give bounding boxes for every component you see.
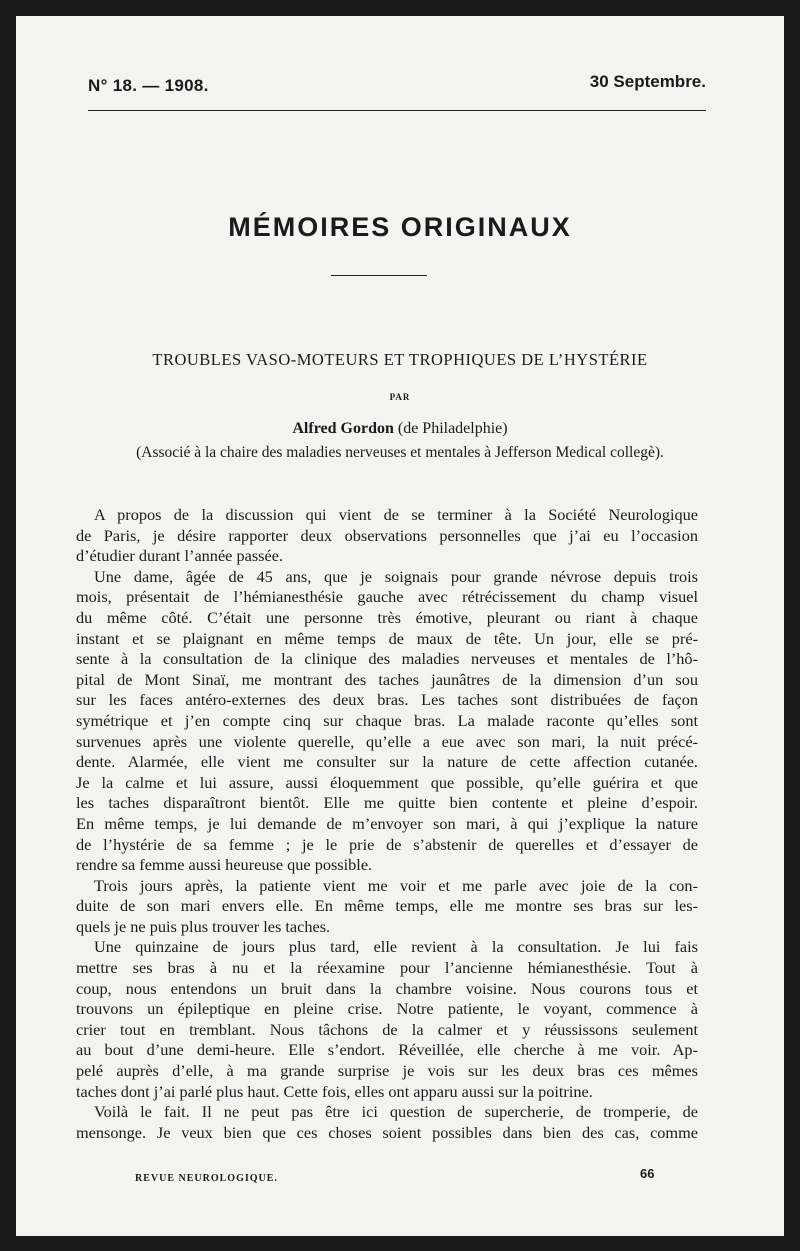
text-line: dente. Alarmée, elle vient me consulter sur la nature de cette affection cutanée. bbox=[76, 752, 698, 772]
running-head bbox=[88, 72, 706, 111]
page-number: 66 bbox=[640, 1166, 655, 1181]
text-line: d’étudier durant l’année passée. bbox=[76, 546, 284, 566]
text-line: symétrique et j’en compte cinq sur chaque bras. La malade raconte qu’elles sont bbox=[76, 710, 698, 730]
text-line: instant et se plaignant en même temps de maux de tête. Un jour, elle se pré- bbox=[76, 628, 698, 648]
text-line: Je la calme et lui assure, aussi éloquemment que possible, qu’elle guérira et que bbox=[76, 772, 698, 792]
article-title: TROUBLES VASO-MOTEURS ET TROPHIQUES DE L’HYSTÉRIE bbox=[152, 350, 648, 369]
text-line: A propos de la discussion qui vient de se terminer à la Société Neurologique bbox=[94, 505, 698, 524]
text-line: coup, nous entendons un bruit dans la chambre voisine. Nous courons tous et bbox=[76, 978, 698, 998]
article-body bbox=[76, 505, 698, 1143]
author-origin: (de Philadelphie) bbox=[397, 420, 508, 437]
text-line: rendre sa femme aussi heureuse que possible. bbox=[76, 855, 373, 875]
text-line: sente à la consultation de la clinique des maladies nerveuses et mentales de l’hô- bbox=[76, 649, 698, 669]
paragraph bbox=[76, 567, 698, 876]
footer-journal-name: REVUE NEUROLOGIQUE. bbox=[135, 1173, 278, 1184]
text-line: mettre ses bras à nu et la réexamine pour l’ancienne hémianesthésie. Tout à bbox=[76, 958, 698, 978]
text-line: mois, présentait de l’hémianesthésie gauche avec rétrécissement du champ visuel bbox=[76, 587, 698, 607]
paragraph bbox=[76, 1102, 698, 1143]
author-name: Alfred Gordon bbox=[292, 420, 394, 437]
issue-date: 30 Septembre. bbox=[589, 72, 706, 91]
text-line: En même temps, je lui demande de m’envoyer son mari, à qui j’explique la nature bbox=[76, 813, 698, 833]
text-line: Trois jours après, la patiente vient me voir et me parle avec joie de la con- bbox=[94, 875, 698, 895]
author-line bbox=[16, 420, 784, 438]
byline-par: PAR bbox=[389, 392, 411, 402]
author-affiliation: (Associé à la chaire des maladies nerveuses et mentales à Jefferson Medical collegè). bbox=[136, 444, 664, 461]
text-line: mensonge. Je veux bien que ces choses soient possibles dans bien des cas, comme bbox=[76, 1122, 698, 1142]
text-line: Une quinzaine de jours plus tard, elle revient à la consultation. Je lui fais bbox=[94, 937, 698, 957]
section-title: MÉMOIRES ORIGINAUX bbox=[228, 212, 572, 242]
text-line: de Paris, je désire rapporter deux observations personnelles que j’ai eu l’occasion bbox=[76, 525, 698, 545]
paragraph bbox=[76, 876, 698, 938]
text-line: duite de son mari envers elle. En même temps, elle me montre ses bras sur les- bbox=[76, 896, 698, 916]
text-line: Voilà le fait. Il ne peut pas être ici question de supercherie, de tromperie, de bbox=[94, 1102, 698, 1122]
text-line: taches dont j’ai parlé plus haut. Cette fois, elles ont apparu aussi sur la poitrine. bbox=[76, 1081, 593, 1101]
text-line: sur les faces antéro-externes des deux bras. Les taches sont distribuées de façon bbox=[76, 690, 698, 710]
journal-page bbox=[16, 16, 784, 1236]
text-line: survenues après une violente querelle, qu’elle a eue avec son mari, la nuit précé- bbox=[76, 731, 698, 751]
text-line: pelé auprès d’elle, à ma grande surprise je vois sur les deux bras ces mêmes bbox=[76, 1061, 698, 1081]
text-line: trouvons un épileptique en pleine crise. Notre patiente, le voyant, commence à bbox=[76, 999, 698, 1019]
title-rule bbox=[331, 275, 427, 276]
text-line: Une dame, âgée de 45 ans, que je soignais pour grande névrose depuis trois bbox=[94, 566, 698, 586]
text-line: de l’hystérie de sa femme ; je le prie de s’abstenir de querelles et d’essayer de bbox=[76, 834, 698, 854]
text-line: au bout d’une demi-heure. Elle s’endort. Réveillée, elle cherche à me voir. Ap- bbox=[76, 1040, 698, 1060]
text-line: crier tout en tremblant. Nous tâchons de la calmer et y réussissons seulement bbox=[76, 1019, 698, 1039]
text-line: pital de Mont Sinaï, me montrant des taches jaunâtres de la dimension d’un sou bbox=[76, 669, 698, 689]
text-line: quels je ne puis plus trouver les taches. bbox=[76, 916, 331, 936]
paragraph bbox=[76, 505, 698, 567]
text-line: du même côté. C’était une personne très émotive, pleurant ou riant à chaque bbox=[76, 607, 698, 627]
issue-number: N° 18. — 1908. bbox=[88, 76, 209, 95]
text-line: les taches disparaîtront bientôt. Elle me quitte bien contente et pleine d’espoir. bbox=[76, 793, 698, 813]
paragraph bbox=[76, 937, 698, 1102]
